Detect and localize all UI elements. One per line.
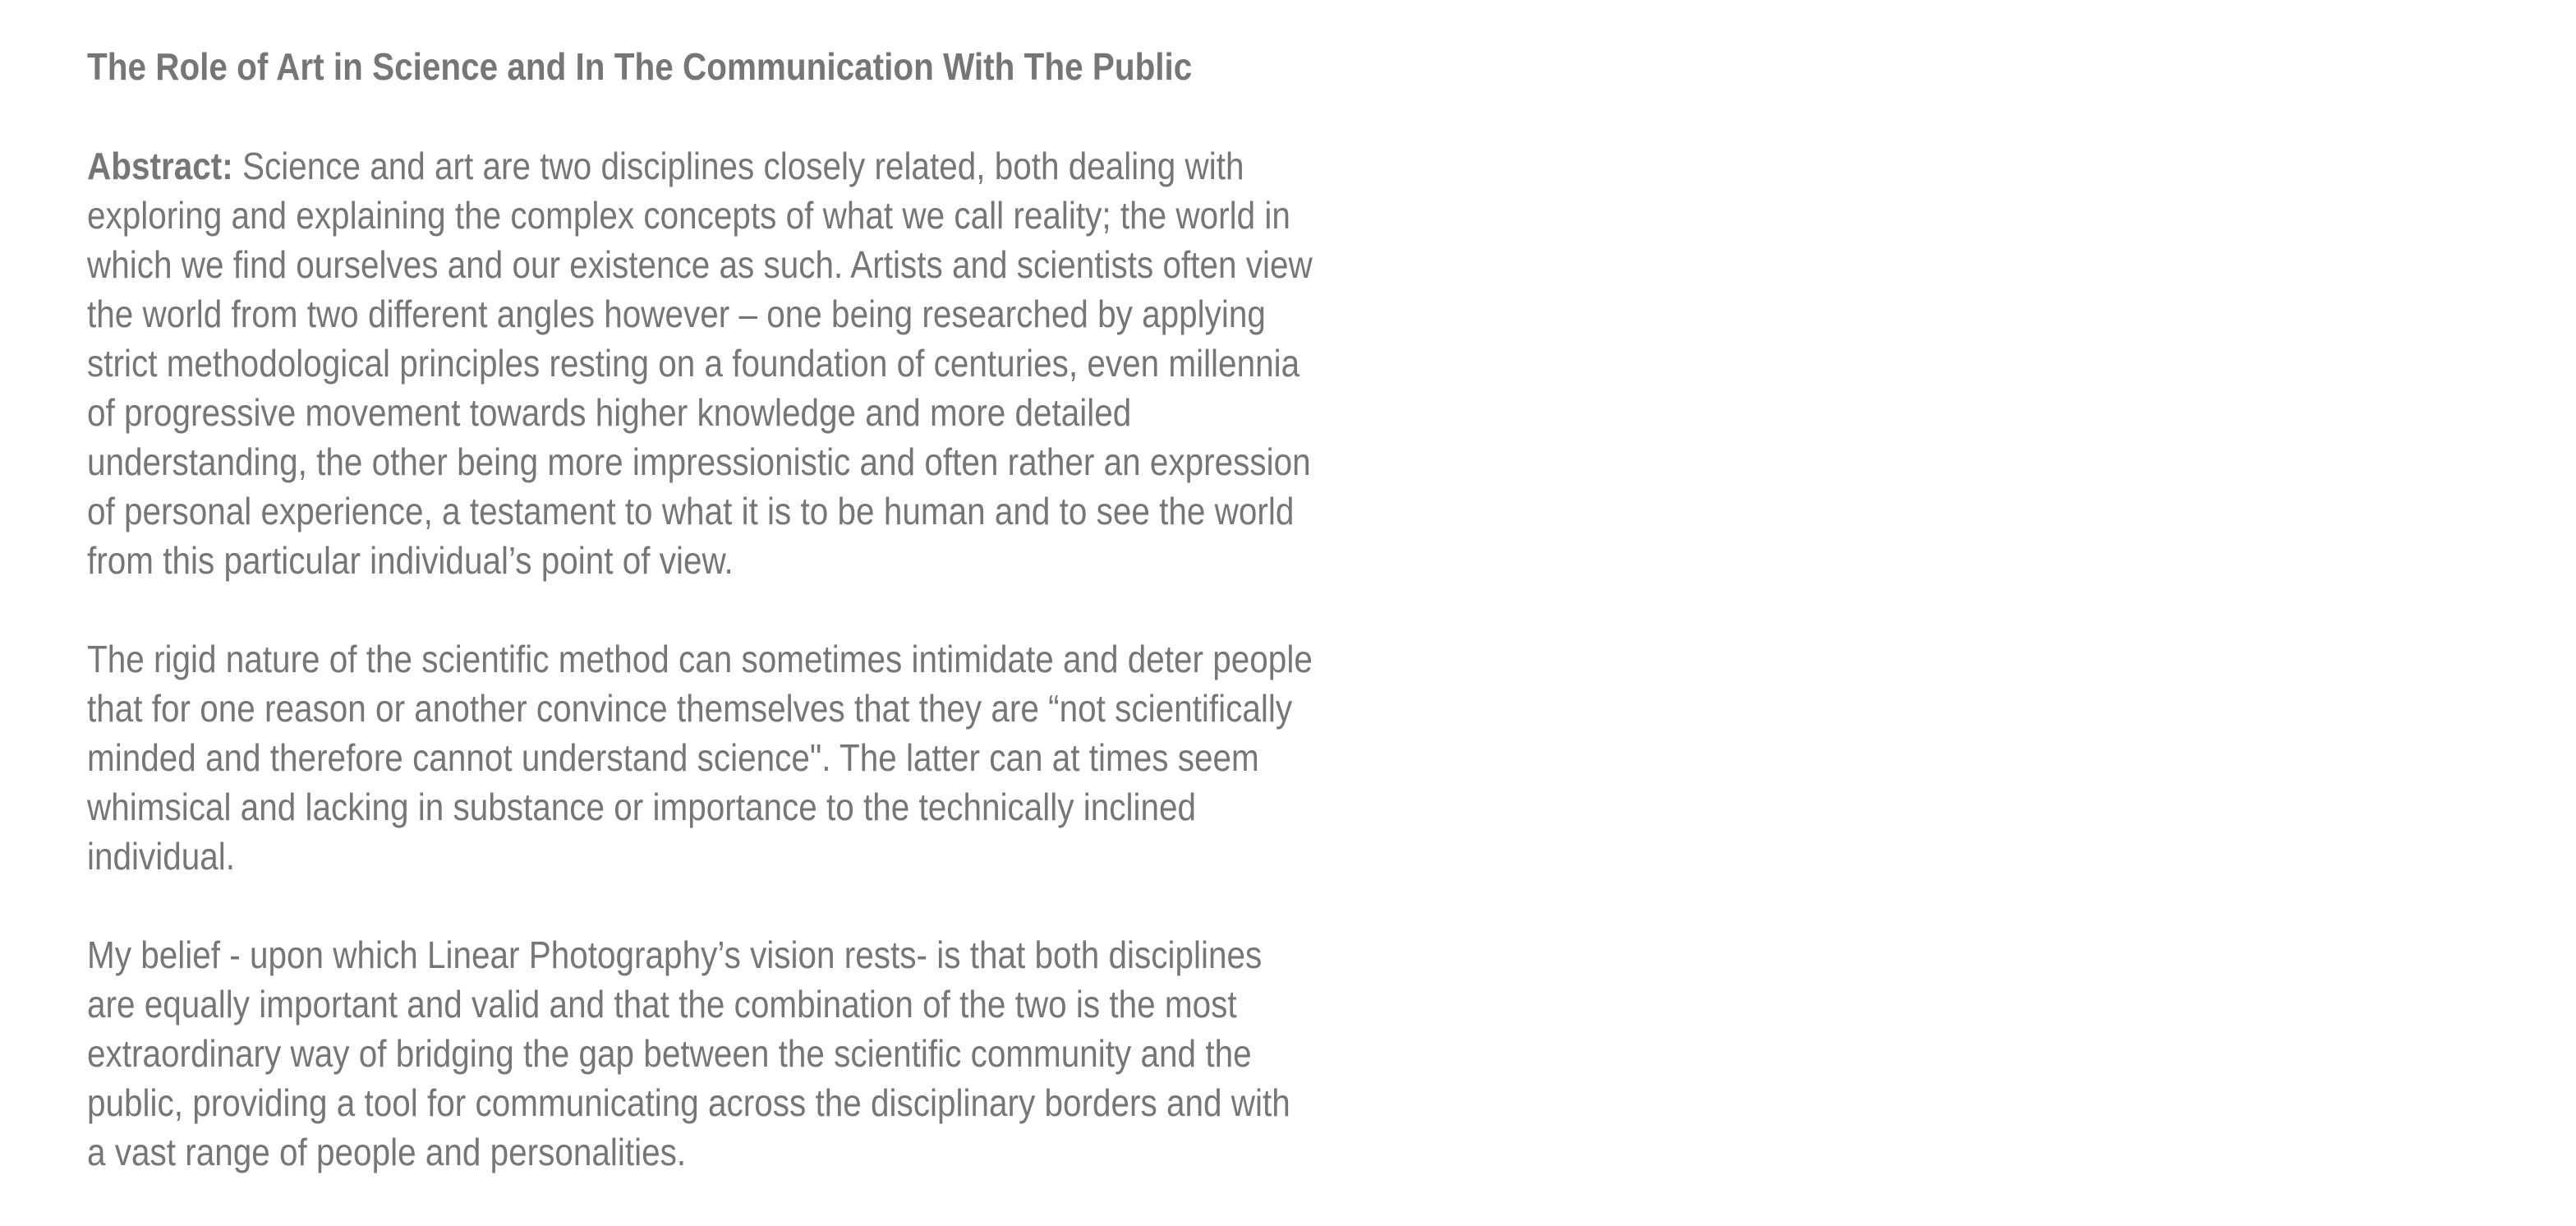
paragraph-line: are equally important and valid and that the combination of the two is the most: [87, 983, 1237, 1026]
paragraph-line: understanding, the other being more impressionistic and often rather an expression: [87, 440, 1311, 483]
body-paragraph-2: [87, 634, 1368, 881]
paragraph-line: a vast range of people and personalities.: [87, 1131, 687, 1173]
paragraph-line: extraordinary way of bridging the gap between the scientific community and the: [87, 1032, 1252, 1075]
paragraph-line: of progressive movement towards higher knowledge and more detailed: [87, 391, 1132, 434]
paragraph-line: the world from two different angles however – one being researched by applying: [87, 293, 1266, 335]
paragraph-line: which we find ourselves and our existence as such. Artists and scientists often view: [87, 243, 1313, 286]
paragraph-line: public, providing a tool for communicating across the disciplinary borders and with: [87, 1081, 1290, 1124]
abstract-label: Abstract:: [87, 145, 233, 187]
paragraph-line: minded and therefore cannot understand science". The latter can at times seem: [87, 736, 1259, 779]
paragraph-line: exploring and explaining the complex concepts of what we call reality; the world in: [87, 194, 1290, 237]
paragraph-line: that for one reason or another convince themselves that they are “not scientifically: [87, 687, 1293, 730]
paragraph-line: The rigid nature of the scientific method can sometimes intimidate and deter people: [87, 638, 1313, 680]
abstract-paragraph: [87, 141, 1368, 585]
paragraph-line: from this particular individual’s point of view.: [87, 539, 734, 582]
paragraph-line: strict methodological principles resting on a foundation of centuries, even millennia: [87, 342, 1300, 385]
document-page: [87, 41, 1368, 1226]
paragraph-line: of personal experience, a testament to what it is to be human and to see the world: [87, 490, 1295, 532]
paragraph-line: individual.: [87, 835, 236, 878]
paragraph-line: Abstract: Science and art are two disciplines closely related, both dealing with: [87, 145, 1244, 187]
paragraph-line: My belief - upon which Linear Photography’s vision rests- is that both disciplines: [87, 933, 1263, 976]
body-paragraph-3: [87, 930, 1368, 1177]
paragraph-line: whimsical and lacking in substance or importance to the technically inclined: [87, 786, 1197, 828]
document-title: The Role of Art in Science and In The Communication With The Public: [87, 45, 1193, 88]
